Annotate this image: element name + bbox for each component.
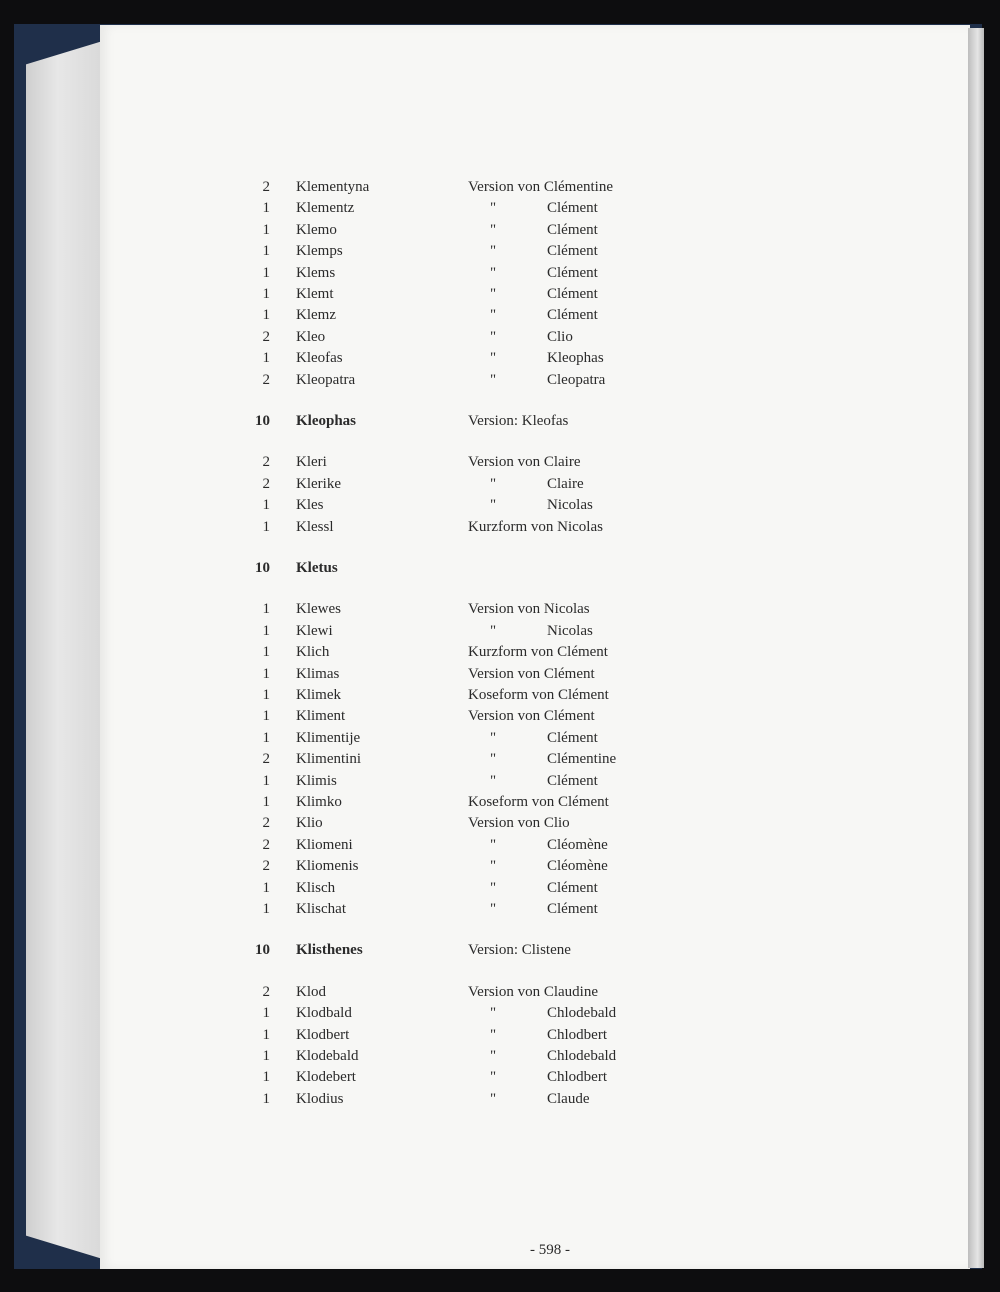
entry-row — [0, 451, 1000, 473]
entry-row — [0, 1024, 1000, 1046]
entry-count: 10 — [255, 413, 270, 429]
entry-row — [0, 197, 1000, 219]
entry-row — [0, 347, 1000, 369]
entry-row — [0, 1088, 1000, 1110]
entry-name: Kleofas — [296, 350, 343, 367]
entry-name: Kliomeni — [296, 836, 353, 853]
entry-row — [0, 262, 1000, 284]
entry-target: Cleopatra — [547, 371, 606, 388]
entry-count: 1 — [262, 497, 270, 514]
ditto-mark: " — [490, 901, 497, 917]
entry-target: Nicolas — [547, 497, 593, 514]
entry-count: 2 — [262, 475, 270, 492]
ditto-mark: " — [490, 622, 497, 639]
entry-target: Clément — [547, 243, 598, 260]
ditto-mark: " — [490, 1090, 497, 1107]
entry-count: 1 — [262, 644, 270, 661]
entry-name: Klemz — [296, 307, 336, 324]
entry-count: 1 — [262, 601, 270, 618]
entry-relation: Version von Clément — [468, 665, 595, 682]
entry-row — [0, 748, 1000, 770]
entry-row — [0, 812, 1000, 834]
entry-count: 1 — [262, 622, 270, 639]
entry-count: 1 — [262, 518, 270, 535]
entry-row — [0, 791, 1000, 813]
ditto-mark: " — [490, 751, 497, 768]
entry-name: Kletus — [296, 560, 338, 576]
entry-count: 2 — [262, 179, 270, 195]
entry-name: Klems — [296, 264, 336, 281]
ditto-mark: " — [490, 497, 497, 514]
entry-relation: Version von Clément — [468, 708, 595, 725]
entry-row — [0, 1066, 1000, 1088]
page-number: - 598 - — [530, 1242, 570, 1258]
entry-row — [0, 473, 1000, 495]
entry-name: Klewes — [296, 601, 341, 618]
entry-count: 1 — [262, 708, 270, 725]
entry-count: 1 — [262, 1090, 270, 1107]
entry-name: Klemps — [296, 243, 343, 260]
entry-count: 10 — [255, 560, 270, 576]
entry-count: 1 — [262, 1069, 270, 1086]
entry-row — [0, 283, 1000, 305]
entry-count: 2 — [262, 454, 270, 471]
entry-count: 2 — [262, 751, 270, 768]
entry-name: Klimis — [296, 772, 337, 789]
entry-relation: Version von Nicolas — [468, 601, 590, 618]
entry-relation: Version: Kleofas — [468, 413, 569, 429]
entry-target: Clément — [547, 286, 598, 302]
entry-row — [0, 834, 1000, 856]
entry-name: Klodius — [296, 1090, 344, 1107]
entry-count: 1 — [262, 879, 270, 896]
entry-count: 2 — [262, 328, 270, 345]
entry-count: 1 — [262, 901, 270, 917]
ditto-mark: " — [490, 371, 497, 388]
entry-name: Klodebert — [296, 1069, 356, 1086]
entry-relation: Kurzform von Clément — [468, 644, 608, 661]
entry-name: Klodbert — [296, 1026, 350, 1043]
entry-name: Kleri — [296, 454, 327, 471]
entry-row — [0, 727, 1000, 749]
entry-row — [0, 981, 1000, 1003]
entry-relation: Version von Claudine — [468, 983, 598, 1000]
entry-count: 1 — [262, 200, 270, 217]
entry-name: Klerike — [296, 475, 341, 492]
entry-count: 2 — [262, 815, 270, 832]
entry-count: 1 — [262, 794, 270, 810]
entry-row — [0, 240, 1000, 262]
entry-row — [0, 663, 1000, 685]
entry-relation: Version von Clémentine — [468, 179, 613, 195]
entry-name: Klewi — [296, 622, 333, 639]
entry-name: Klischat — [296, 901, 346, 917]
ditto-mark: " — [490, 836, 497, 853]
ditto-mark: " — [490, 1069, 497, 1086]
entry-name: Klessl — [296, 518, 334, 535]
entry-row — [0, 684, 1000, 706]
entry-relation: Kurzform von Nicolas — [468, 518, 603, 535]
entry-target: Clément — [547, 901, 598, 917]
entry-name: Klimas — [296, 665, 340, 682]
headword-row — [0, 410, 1000, 432]
entry-target: Claire — [547, 475, 584, 492]
entry-target: Clémentine — [547, 751, 617, 768]
entry-row — [0, 494, 1000, 516]
ditto-mark: " — [490, 350, 497, 367]
entry-name: Klementyna — [296, 179, 370, 195]
entry-count: 1 — [262, 665, 270, 682]
ditto-mark: " — [490, 772, 497, 789]
entry-count: 1 — [262, 687, 270, 703]
entry-name: Kliomenis — [296, 858, 359, 875]
ditto-mark: " — [490, 475, 497, 492]
entry-target: Chlodebald — [547, 1048, 617, 1064]
entry-row — [0, 705, 1000, 727]
entry-name: Klodebald — [296, 1048, 359, 1064]
ditto-mark: " — [490, 1026, 497, 1043]
ditto-mark: " — [490, 243, 497, 260]
headword-row — [0, 939, 1000, 961]
entry-count: 1 — [262, 1048, 270, 1064]
entry-name: Klodbald — [296, 1005, 352, 1022]
entry-count: 2 — [262, 371, 270, 388]
entry-row — [0, 326, 1000, 348]
entry-row — [0, 877, 1000, 899]
entry-row — [0, 598, 1000, 620]
entry-row — [0, 898, 1000, 920]
entry-row — [0, 176, 1000, 198]
ditto-mark: " — [490, 879, 497, 896]
ditto-mark: " — [490, 729, 497, 746]
entry-target: Chlodbert — [547, 1026, 607, 1043]
entry-target: Kleophas — [547, 350, 604, 367]
entry-count: 1 — [262, 1005, 270, 1022]
entry-target: Claude — [547, 1090, 590, 1107]
entry-row — [0, 620, 1000, 642]
entry-target: Clio — [547, 328, 573, 345]
entry-count: 1 — [262, 243, 270, 260]
entry-name: Klod — [296, 983, 326, 1000]
entry-name: Klisch — [296, 879, 336, 896]
entry-name: Klimko — [296, 794, 342, 810]
entry-count: 1 — [262, 1026, 270, 1043]
entry-target: Chlodbert — [547, 1069, 607, 1086]
entry-relation: Koseform von Clément — [468, 687, 609, 703]
entry-count: 1 — [262, 772, 270, 789]
entry-target: Clément — [547, 772, 598, 789]
entry-name: Kleo — [296, 328, 326, 345]
entry-target: Chlodebald — [547, 1005, 617, 1022]
ditto-mark: " — [490, 307, 497, 324]
entry-relation: Koseform von Clément — [468, 794, 609, 810]
entry-count: 2 — [262, 983, 270, 1000]
entry-name: Klich — [296, 644, 330, 661]
entry-count: 10 — [255, 942, 270, 959]
ditto-mark: " — [490, 286, 497, 302]
entry-relation: Version von Clio — [468, 815, 570, 832]
entry-target: Clément — [547, 307, 598, 324]
ditto-mark: " — [490, 200, 497, 217]
entry-count: 1 — [262, 221, 270, 238]
entry-name: Klemo — [296, 221, 337, 238]
entry-name: Klio — [296, 815, 323, 832]
entry-target: Cléomène — [547, 836, 608, 853]
ditto-mark: " — [490, 328, 497, 345]
entry-count: 2 — [262, 858, 270, 875]
entry-name: Klementz — [296, 200, 355, 217]
entry-target: Clément — [547, 200, 598, 217]
entry-row — [0, 1045, 1000, 1067]
entry-row — [0, 855, 1000, 877]
entry-count: 1 — [262, 350, 270, 367]
entry-name: Klemt — [296, 286, 334, 302]
entry-count: 1 — [262, 286, 270, 302]
entry-target: Cléomène — [547, 858, 608, 875]
entry-count: 1 — [262, 307, 270, 324]
entry-name: Klimentini — [296, 751, 361, 768]
entry-row — [0, 369, 1000, 391]
entry-name: Klisthenes — [296, 942, 363, 959]
entry-row — [0, 219, 1000, 241]
headword-row — [0, 557, 1000, 579]
entry-count: 2 — [262, 836, 270, 853]
ditto-mark: " — [490, 221, 497, 238]
entry-target: Clément — [547, 264, 598, 281]
ditto-mark: " — [490, 264, 497, 281]
entry-name: Klimek — [296, 687, 341, 703]
ditto-mark: " — [490, 1048, 497, 1064]
entry-row — [0, 1002, 1000, 1024]
entry-name: Klimentije — [296, 729, 361, 746]
ditto-mark: " — [490, 858, 497, 875]
entry-name: Kleopatra — [296, 371, 356, 388]
entry-name: Kleophas — [296, 413, 357, 429]
entry-row — [0, 770, 1000, 792]
entry-target: Nicolas — [547, 622, 593, 639]
entry-count: 1 — [262, 729, 270, 746]
entry-relation: Version: Clistene — [468, 942, 571, 959]
entry-row — [0, 516, 1000, 538]
entry-target: Clément — [547, 729, 598, 746]
entry-row — [0, 304, 1000, 326]
entry-relation: Version von Claire — [468, 454, 581, 471]
entry-target: Clément — [547, 879, 598, 896]
ditto-mark: " — [490, 1005, 497, 1022]
entry-count: 1 — [262, 264, 270, 281]
entry-row — [0, 641, 1000, 663]
entry-name: Kles — [296, 497, 324, 514]
entry-name: Kliment — [296, 708, 346, 725]
entry-target: Clément — [547, 221, 598, 238]
